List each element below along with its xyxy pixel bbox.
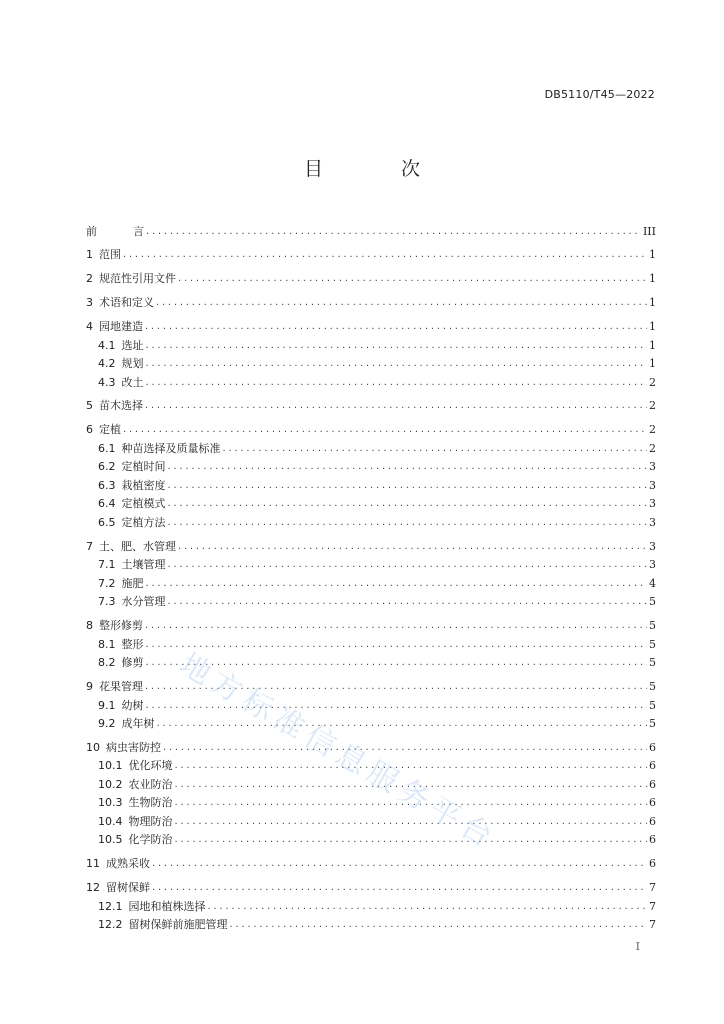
toc-entry-text: 定植模式 (121, 497, 166, 511)
toc-leader-dots (152, 881, 647, 895)
toc-entry[interactable] (86, 877, 656, 896)
toc-entry-number: 3 (86, 296, 93, 310)
toc-entry-text: 整形修剪 (99, 619, 143, 633)
toc-subentry[interactable] (86, 437, 656, 456)
toc-entry-number: 10.2 (98, 777, 123, 791)
toc-entry-label (98, 497, 166, 511)
toc-entry-label (98, 638, 144, 652)
toc-entry-label-part: 前 (86, 224, 97, 238)
toc-entry-page: 6 (649, 857, 656, 871)
toc-subentry[interactable] (86, 554, 656, 573)
toc-entry-label (98, 717, 155, 731)
toc-leader-dots (157, 717, 648, 731)
toc-leader-dots (146, 339, 648, 353)
toc-entry-page: 5 (649, 656, 656, 670)
document-code: DB5110/T45—2022 (544, 88, 655, 101)
toc-entry-page: 7 (649, 899, 656, 913)
toc-entry-page: 3 (649, 460, 656, 474)
toc-entry[interactable] (86, 244, 656, 263)
toc-entry-number: 9.1 (98, 698, 116, 712)
toc-entry[interactable] (86, 220, 656, 239)
toc-entry-label (98, 759, 173, 773)
toc-entry-label (98, 900, 206, 914)
toc-entry-page: 6 (649, 814, 656, 828)
toc-leader-dots (152, 857, 647, 871)
toc-entry-label (86, 320, 143, 334)
toc-subentry[interactable] (86, 694, 656, 713)
toc-leader-dots (145, 399, 647, 413)
toc-entry-text: 优化环境 (128, 759, 173, 773)
toc-entry-page: 5 (649, 619, 656, 633)
toc-entry[interactable] (86, 395, 656, 414)
toc-entry-page: 3 (649, 515, 656, 529)
toc-entry-text: 整形 (121, 637, 144, 651)
toc-entry[interactable] (86, 676, 656, 695)
toc-leader-dots (168, 595, 648, 609)
toc-leader-dots (163, 741, 647, 755)
toc-entry-label (98, 516, 166, 530)
toc-leader-dots (175, 833, 648, 847)
toc-entry-label (98, 656, 144, 670)
toc-entry-text: 园地和植株选择 (128, 899, 206, 913)
toc-entry-text: 定植时间 (121, 460, 166, 474)
toc-entry-label (98, 577, 144, 591)
toc-leader-dots (146, 376, 648, 390)
toc-entry-page: 2 (649, 423, 656, 437)
toc-entry-text: 选址 (121, 338, 144, 352)
toc-entry-text: 施肥 (121, 576, 144, 590)
toc-entry-text: 花果管理 (99, 680, 143, 694)
toc-entry-number: 8.2 (98, 656, 116, 670)
toc-leader-dots (175, 815, 648, 829)
toc-subentry[interactable] (86, 895, 656, 914)
toc-leader-dots (230, 918, 648, 932)
toc-entry-page: 5 (649, 595, 656, 609)
toc-entry-number: 1 (86, 248, 93, 262)
toc-entry-label (86, 225, 144, 239)
toc-entry-page: 1 (649, 272, 656, 286)
toc-entry-number: 4 (86, 320, 93, 334)
toc-entry-label (86, 680, 143, 694)
toc-entry-number: 7.1 (98, 558, 116, 572)
toc-entry-number: 12.2 (98, 918, 123, 932)
toc-entry-number: 4.1 (98, 338, 116, 352)
toc-entry-label (98, 699, 144, 713)
toc-entry-label (86, 399, 143, 413)
toc-subentry[interactable] (86, 713, 656, 732)
toc-subentry[interactable] (86, 652, 656, 671)
toc-entry-text: 幼树 (121, 698, 144, 712)
toc-entry-page: 6 (649, 777, 656, 791)
toc-entry-page: 5 (649, 698, 656, 712)
toc-entry-number: 10.4 (98, 814, 123, 828)
toc-entry-label (98, 833, 173, 847)
toc-entry-text: 土壤管理 (121, 558, 166, 572)
toc-subentry[interactable] (86, 511, 656, 530)
toc-entry-number: 7.2 (98, 576, 116, 590)
toc-entry-label (98, 778, 173, 792)
toc-subentry[interactable] (86, 572, 656, 591)
toc-entry-number: 5 (86, 399, 93, 413)
toc-entry[interactable] (86, 419, 656, 438)
toc-entry-label (98, 815, 173, 829)
toc-leader-dots (168, 497, 648, 511)
toc-subentry[interactable] (86, 914, 656, 933)
toc-entry-number: 10.3 (98, 796, 123, 810)
toc-entry-page: 1 (649, 248, 656, 262)
toc-leader-dots (145, 619, 647, 633)
toc-entry-text: 留树保鲜前施肥管理 (128, 918, 228, 932)
toc-entry[interactable] (86, 615, 656, 634)
toc-entry-label (86, 248, 121, 262)
toc-entry[interactable] (86, 316, 656, 335)
toc-entry-label (98, 442, 221, 456)
toc-entry-text: 规划 (121, 357, 144, 371)
toc-entry-label (98, 357, 144, 371)
toc-entry-number: 8 (86, 619, 93, 633)
toc-leader-dots (146, 357, 648, 371)
toc-entry-label (98, 796, 173, 810)
toc-entry[interactable] (86, 853, 656, 872)
toc-entry-number: 10.1 (98, 759, 123, 773)
toc-entry-label (86, 881, 150, 895)
toc-entry-page: 1 (649, 357, 656, 371)
toc-entry-text: 种苗选择及质量标准 (121, 441, 221, 455)
toc-entry-page: 3 (649, 558, 656, 572)
toc-entry[interactable] (86, 292, 656, 311)
toc-entry-label (98, 460, 166, 474)
toc-entry-page: 1 (649, 338, 656, 352)
toc-entry-page: 5 (649, 637, 656, 651)
toc-entry-page: 6 (649, 740, 656, 754)
toc-entry-page: 7 (649, 918, 656, 932)
toc-entry-label (98, 595, 166, 609)
toc-entry-page: 3 (649, 497, 656, 511)
toc-leader-dots (168, 558, 648, 572)
toc-subentry[interactable] (86, 792, 656, 811)
toc-entry-page: 5 (649, 680, 656, 694)
toc-entry-number: 6.2 (98, 460, 116, 474)
toc-subentry[interactable] (86, 810, 656, 829)
toc-entry-page: 3 (649, 478, 656, 492)
toc-entry-number: 12 (86, 881, 100, 895)
toc-entry-label (98, 558, 166, 572)
toc-entry-number: 10 (86, 740, 100, 754)
toc-entry-page: 2 (649, 441, 656, 455)
toc-entry-page: 6 (649, 796, 656, 810)
toc-leader-dots (178, 272, 647, 286)
toc-leader-dots (145, 320, 647, 334)
toc-entry-number: 9 (86, 680, 93, 694)
table-of-contents (86, 220, 656, 932)
toc-subentry[interactable] (86, 829, 656, 848)
toc-entry-label (98, 918, 228, 932)
toc-entry-number: 7 (86, 539, 93, 553)
toc-entry-page: 1 (649, 320, 656, 334)
toc-leader-dots (123, 248, 647, 262)
toc-entry-number: 10.5 (98, 833, 123, 847)
toc-entry-text: 物理防治 (128, 814, 173, 828)
toc-entry-label (86, 857, 150, 871)
toc-subentry[interactable] (86, 456, 656, 475)
toc-entry-text: 化学防治 (128, 833, 173, 847)
toc-subentry[interactable] (86, 493, 656, 512)
toc-entry[interactable] (86, 268, 656, 287)
toc-leader-dots (168, 460, 648, 474)
toc-entry[interactable] (86, 535, 656, 554)
toc-leader-dots (168, 479, 648, 493)
page-number: I (635, 940, 640, 953)
toc-entry-label-part: 言 (133, 224, 144, 238)
toc-leader-dots (146, 638, 648, 652)
toc-entry-text: 成熟采收 (106, 857, 150, 871)
toc-entry-text: 术语和定义 (99, 296, 154, 310)
toc-entry-label (86, 741, 161, 755)
toc-entry-text: 病虫害防控 (106, 740, 161, 754)
toc-entry-number: 4.3 (98, 375, 116, 389)
toc-entry-page: 2 (649, 375, 656, 389)
toc-entry-text: 成年树 (121, 717, 155, 731)
toc-entry-label (86, 540, 176, 554)
toc-entry-number: 9.2 (98, 717, 116, 731)
toc-entry-label (98, 479, 166, 493)
toc-leader-dots (156, 296, 647, 310)
toc-entry-text: 定植方法 (121, 515, 166, 529)
toc-entry-number: 6.5 (98, 515, 116, 529)
toc-subentry[interactable] (86, 591, 656, 610)
toc-leader-dots (178, 540, 647, 554)
watermark: 地方标准信息服务平台 (173, 646, 503, 858)
toc-entry-text: 规范性引用文件 (99, 272, 176, 286)
toc-subentry[interactable] (86, 353, 656, 372)
toc-entry-label (86, 619, 143, 633)
toc-entry-label (86, 272, 176, 286)
toc-subentry[interactable] (86, 474, 656, 493)
toc-entry-number: 6.1 (98, 441, 116, 455)
toc-leader-dots (223, 442, 648, 456)
toc-leader-dots (123, 423, 647, 437)
toc-entry-text: 留树保鲜 (106, 881, 150, 895)
toc-entry-text: 定植 (99, 423, 121, 437)
toc-entry-page: 7 (649, 881, 656, 895)
toc-entry-label (86, 296, 154, 310)
toc-entry-label (86, 423, 121, 437)
toc-entry-number: 4.2 (98, 357, 116, 371)
toc-entry-text: 农业防治 (128, 777, 173, 791)
toc-subentry[interactable] (86, 334, 656, 353)
toc-subentry[interactable] (86, 371, 656, 390)
toc-entry-text: 修剪 (121, 656, 144, 670)
toc-subentry[interactable] (86, 633, 656, 652)
toc-entry-text: 改土 (121, 375, 144, 389)
toc-entry-number: 12.1 (98, 899, 123, 913)
toc-entry-page: 2 (649, 399, 656, 413)
toc-entry-page: 6 (649, 833, 656, 847)
toc-leader-dots (146, 225, 641, 239)
toc-entry-text: 土、肥、水管理 (99, 539, 176, 553)
toc-entry-number: 8.1 (98, 637, 116, 651)
toc-entry-page: 6 (649, 759, 656, 773)
toc-leader-dots (168, 516, 648, 530)
toc-entry-number: 6 (86, 423, 93, 437)
toc-entry-page: III (642, 224, 656, 238)
toc-entry-number: 7.3 (98, 595, 116, 609)
toc-entry-page: 3 (649, 539, 656, 553)
toc-entry-text: 苗木选择 (99, 399, 143, 413)
toc-entry-number: 6.4 (98, 497, 116, 511)
toc-leader-dots (208, 900, 648, 914)
toc-entry-text: 范围 (99, 248, 121, 262)
toc-entry-label (98, 376, 144, 390)
toc-entry-text: 园地建造 (99, 320, 143, 334)
toc-leader-dots (146, 577, 648, 591)
toc-entry-page: 5 (649, 717, 656, 731)
toc-entry-label (98, 339, 144, 353)
toc-entry-number: 11 (86, 857, 100, 871)
toc-entry-number: 2 (86, 272, 93, 286)
toc-entry-number: 6.3 (98, 478, 116, 492)
toc-entry-page: 4 (649, 576, 656, 590)
toc-title: 目 次 (303, 158, 457, 180)
toc-entry-text: 栽植密度 (121, 478, 166, 492)
toc-entry-page: 1 (649, 296, 656, 310)
toc-entry-text: 生物防治 (128, 796, 173, 810)
toc-entry-text: 水分管理 (121, 595, 166, 609)
